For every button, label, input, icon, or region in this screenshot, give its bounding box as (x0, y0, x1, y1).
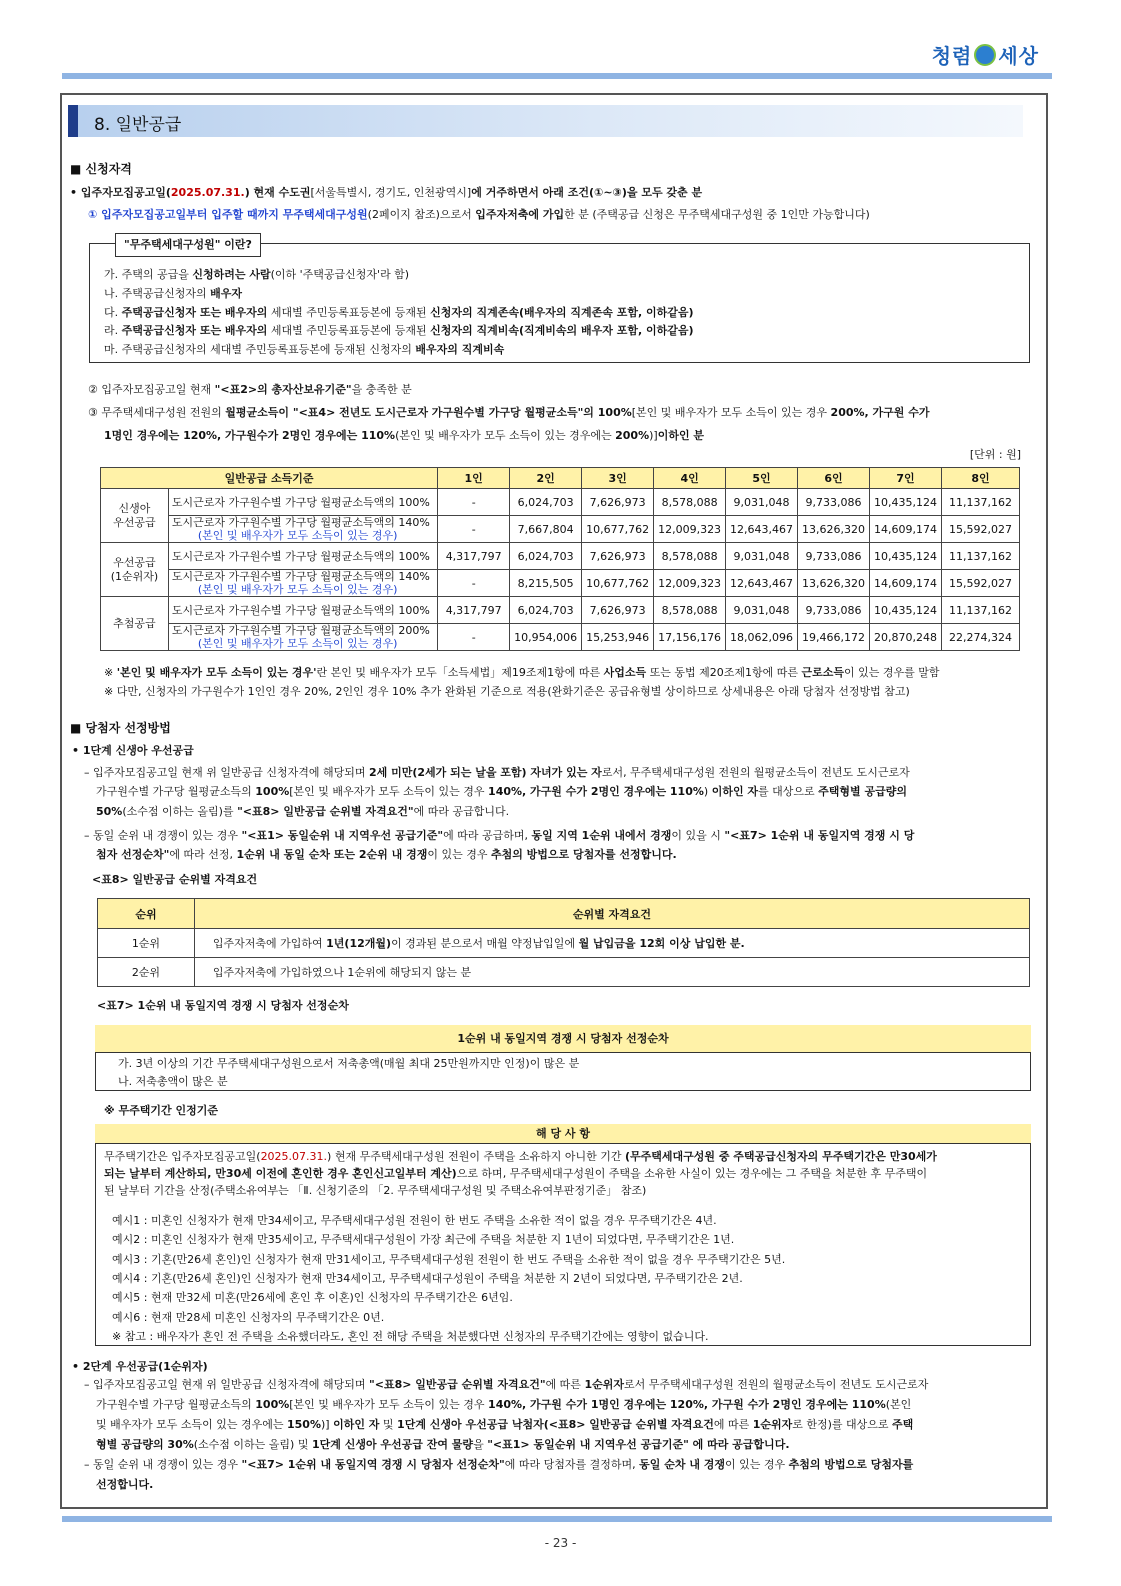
selection-heading: ■ 당첨자 선정방법 (70, 721, 171, 735)
income-value: 10,677,762 (582, 516, 654, 543)
income-row (101, 543, 1020, 570)
income-value: 11,137,162 (941, 597, 1019, 624)
income-value: 9,733,086 (798, 489, 870, 516)
income-value: 13,626,320 (798, 570, 870, 597)
income-value: 9,733,086 (798, 597, 870, 624)
t7-item-na: 나. 저축총액이 많은 분 (118, 1075, 228, 1088)
income-value: 15,592,027 (941, 570, 1019, 597)
table7-head: 1순위 내 동일지역 경쟁 시 당첨자 선정순차 (95, 1025, 1031, 1053)
def-ma: 마. 주택공급신청자의 세대별 주민등록표등본에 등재된 신청자의 배우자의 직계비속 (104, 343, 505, 356)
income-value: 6,024,703 (510, 597, 582, 624)
no-home-l2: 되는 날부터 계산하되, 만30세 이전에 혼인한 경우 혼인신고일부터 계산)으로 하며, 무주택세대구성원이 주택을 소유한 사실이 있는 경우에는 그 주택을 처분한 후 무주택이 (104, 1167, 928, 1180)
globe-icon (974, 44, 996, 66)
income-value: 11,137,162 (941, 543, 1019, 570)
income-header-cell: 5인 (726, 468, 798, 489)
income-header-cell: 7인 (870, 468, 942, 489)
example-item: 예시6 : 현재 만28세 미혼인 신청자의 무주택기간은 0년. (112, 1310, 385, 1324)
income-note-2: ※ 다만, 신청자의 가구원수가 1인인 경우 20%, 2인인 경우 10% 추가 완화된 기준으로 적용(완화기준은 공급유형별 상이하므로 상세내용은 아래 당첨자 선정방법 참고) (104, 685, 910, 698)
income-group-name: 신생아 우선공급 (101, 489, 169, 543)
income-value: 7,626,973 (582, 597, 654, 624)
t7-item-ga: 가. 3년 이상의 기간 무주택세대구성원으로서 저축총액(매월 최대 25만원까지만 인정)이 많은 분 (118, 1057, 580, 1070)
income-criterion: 도시근로자 가구원수별 가구당 월평균소득액의 140% (본인 및 배우자가 모두 소득이 있는 경우) (168, 570, 437, 597)
income-table (100, 467, 1020, 651)
table8-row (98, 929, 1030, 958)
logo (932, 40, 1039, 69)
page-number: - 23 - (544, 1536, 577, 1550)
stage1-p1-l2: 가구원수별 가구당 월평균소득의 100%[본인 및 배우자가 모두 소득이 있는 경우 140%, 가구원 수가 2명인 경우에는 110%) 이하인 자를 대상으로 주택형별 공급량의 (96, 785, 907, 798)
no-home-head: 해 당 사 항 (95, 1124, 1031, 1144)
stage1-title: • 1단계 신생아 우선공급 (72, 744, 194, 757)
def-ga: 가. 주택의 공급을 신청하려는 사람(이하 '주택공급신청자'라 함) (104, 268, 410, 281)
income-row (101, 489, 1020, 516)
income-header-cell: 1인 (438, 468, 510, 489)
example-item: 예시1 : 미혼인 신청자가 현재 만34세이고, 무주택세대구성원 전원이 한 번도 주택을 소유한 적이 없을 경우 무주택기간은 4년. (112, 1214, 717, 1227)
no-home-reference: ※ 참고 : 배우자가 혼인 전 주택을 소유했더라도, 혼인 전 해당 주택을 처분했다면 신청자의 무주택기간에는 영향이 없습니다. (112, 1330, 709, 1343)
income-value: 12,009,323 (654, 516, 726, 543)
income-value: 10,954,006 (510, 624, 582, 651)
income-note-1: ※ '본인 및 배우자가 모두 소득이 있는 경우'란 본인 및 배우자가 모두「소득세법」제19조제1항에 따른 사업소득 또는 동법 제20조제1항에 따른 근로소득이 있는 경우를 말함 (104, 666, 940, 679)
income-value: 7,626,973 (582, 489, 654, 516)
income-value: 14,609,174 (870, 516, 942, 543)
stage1-p1-l3: 50%(소수점 이하는 올림)를 "<표8> 일반공급 순위별 자격요건"에 따라 공급합니다. (96, 805, 510, 818)
bottom-divider (62, 1516, 1052, 1522)
condition-2: ② 입주자모집공고일 현재 "<표2>의 총자산보유기준"을 충족한 분 (88, 383, 412, 396)
no-home-l3: 된 날부터 기간을 산정(주택소유여부는 「Ⅱ. 신청기준의 「2. 무주택세대구성원 및 주택소유여부판정기준」 참조) (104, 1184, 647, 1197)
table8-caption: <표8> 일반공급 순위별 자격요건 (92, 873, 258, 886)
logo-text-right: 세상 (998, 44, 1039, 68)
income-value: 12,643,467 (726, 516, 798, 543)
unit-label: [단위 : 원] (969, 448, 1021, 461)
income-value: 9,031,048 (726, 489, 798, 516)
income-value: 9,733,086 (798, 543, 870, 570)
income-criterion: 도시근로자 가구원수별 가구당 월평균소득액의 100% (168, 543, 437, 570)
condition-3-line1: ③ 무주택세대구성원 전원의 월평균소득이 "<표4> 전년도 도시근로자 가구원수별 가구당 월평균소득"의 100%[본인 및 배우자가 모두 소득이 있는 경우 200%, 가구원 수가 (88, 406, 930, 419)
income-value: - (438, 570, 510, 597)
example-item: 예시5 : 현재 만32세 미혼(만26세에 혼인 후 이혼)인 신청자의 무주택기간은 6년임. (112, 1291, 513, 1305)
income-value: 10,677,762 (582, 570, 654, 597)
eligibility-bullet: • 입주자모집공고일(2025.07.31.) 현재 수도권[서울특별시, 경기도, 인천광역시]에 거주하면서 아래 조건(①~③)을 모두 갖춘 분 (70, 186, 703, 199)
logo-text-left: 청렴 (931, 44, 973, 68)
income-value: - (438, 624, 510, 651)
stage1-p2-l2: 첨자 선정순차"에 따라 선정, 1순위 내 동일 순차 또는 2순위 내 경쟁이 있는 경우 추첨의 방법으로 당첨자를 선정합니다. (96, 848, 677, 861)
stage2-l3: 및 배우자가 모두 소득이 있는 경우에는 150%)] 이하인 자 및 1단계 신생아 우선공급 낙첨자(<표8> 일반공급 순위별 자격요건에 따른 1순위자로 한정)를 대상으로 주택 (96, 1418, 914, 1431)
income-value: 12,009,323 (654, 570, 726, 597)
stage1-p2-l1: – 동일 순위 내 경쟁이 있는 경우 "<표1> 동일순위 내 지역우선 공급기준"에 따라 공급하며, 동일 지역 1순위 내에서 경쟁이 있을 시 "<표7> 1순위 내 동일지역 경쟁 시 당 (84, 829, 915, 842)
condition-3-line2: 1명인 경우에는 120%, 가구원수가 2명인 경우에는 110%(본인 및 배우자가 모두 소득이 있는 경우에는 200%)]이하인 분 (104, 429, 705, 442)
income-header-cell: 일반공급 소득기준 (101, 468, 438, 489)
income-row (101, 570, 1020, 597)
income-value: - (438, 516, 510, 543)
stage2-l2: 가구원수별 가구당 월평균소득의 100%[본인 및 배우자가 모두 소득이 있는 경우 140%, 가구원 수가 1명인 경우에는 120%, 가구원 수가 2명인 경우에는 110%(본인 (96, 1398, 912, 1411)
t8-requirement: 입주자저축에 가입하여 1년(12개월)이 경과된 분으로서 매월 약정납입일에 월 납입금을 12회 이상 납입한 분. (194, 929, 1029, 958)
income-value: 4,317,797 (438, 597, 510, 624)
t8-rank: 2순위 (98, 958, 195, 987)
income-header-cell: 8인 (941, 468, 1019, 489)
income-group-name: 우선공급 (1순위자) (101, 543, 169, 597)
income-value: 11,137,162 (941, 489, 1019, 516)
income-value: 7,626,973 (582, 543, 654, 570)
income-row (101, 624, 1020, 651)
income-value: - (438, 489, 510, 516)
income-value: 8,215,505 (510, 570, 582, 597)
income-value: 8,578,088 (654, 489, 726, 516)
income-value: 6,024,703 (510, 489, 582, 516)
income-value: 10,435,124 (870, 597, 942, 624)
t8-requirement: 입주자저축에 가입하였으나 1순위에 해당되지 않는 분 (194, 958, 1029, 987)
def-da: 다. 주택공급신청자 또는 배우자의 세대별 주민등록표등본에 등재된 신청자의 직계존속(배우자의 직계존속 포함, 이하같음) (104, 306, 694, 319)
income-value: 15,253,946 (582, 624, 654, 651)
income-value: 15,592,027 (941, 516, 1019, 543)
income-value: 18,062,096 (726, 624, 798, 651)
table8-row (98, 958, 1030, 987)
no-home-l1: 무주택기간은 입주자모집공고일(2025.07.31.) 현재 무주택세대구성원 전원이 주택을 소유하지 아니한 기간 (무주택세대구성원 중 주택공급신청자의 무주택기간은 만30세가 (104, 1150, 937, 1163)
income-header-cell: 6인 (798, 468, 870, 489)
table7-caption: <표7> 1순위 내 동일지역 경쟁 시 당첨자 선정순차 (97, 999, 349, 1012)
income-value: 7,667,804 (510, 516, 582, 543)
income-value: 20,870,248 (870, 624, 942, 651)
income-header-cell: 4인 (654, 468, 726, 489)
income-value: 19,466,172 (798, 624, 870, 651)
stage2-title: • 2단계 우선공급(1순위자) (72, 1360, 208, 1373)
definition-title: "무주택세대구성원" 이란? (115, 233, 261, 257)
stage2-l6: 선정합니다. (96, 1478, 154, 1491)
example-item: 예시3 : 기혼(만26세 혼인)인 신청자가 현재 만31세이고, 무주택세대구성원 전원이 한 번도 주택을 소유한 적이 없을 경우 무주택기간은 5년. (112, 1252, 786, 1266)
def-ra: 라. 주택공급신청자 또는 배우자의 세대별 주민등록표등본에 등재된 신청자의 직계비속(직계비속의 배우자 포함, 이하같음) (104, 324, 694, 337)
income-value: 13,626,320 (798, 516, 870, 543)
t8-header-req: 순위별 자격요건 (194, 899, 1029, 929)
table8 (97, 898, 1030, 987)
income-value: 12,643,467 (726, 570, 798, 597)
income-value: 10,435,124 (870, 489, 942, 516)
income-value: 4,317,797 (438, 543, 510, 570)
condition-1: ① 입주자모집공고일부터 입주할 때까지 무주택세대구성원(2페이지 참조)으로서 입주자저축에 가입한 분 (주택공급 신청은 무주택세대구성원 중 1인만 가능합니다) (88, 208, 870, 221)
example-item: 예시4 : 기혼(만26세 혼인)인 신청자가 현재 만34세이고, 무주택세대구성원이 주택을 처분한 지 2년이 되었다면, 무주택기간은 2년. (112, 1271, 743, 1285)
stage2-l5: – 동일 순위 내 경쟁이 있는 경우 "<표7> 1순위 내 동일지역 경쟁 시 당첨자 선정순차"에 따라 당첨자를 결정하며, 동일 순차 내 경쟁이 있는 경우 추첨의 방법으로 당첨자를 (84, 1458, 914, 1471)
income-value: 17,156,176 (654, 624, 726, 651)
income-row (101, 516, 1020, 543)
stage1-p1-l1: – 입주자모집공고일 현재 위 일반공급 신청자격에 해당되며 2세 미만(2세가 되는 날을 포함) 자녀가 있는 자로서, 무주택세대구성원 전원의 월평균소득이 전년도 도시근로자 (84, 766, 910, 779)
no-home-caption: ※ 무주택기간 인정기준 (104, 1104, 218, 1117)
def-na: 나. 주택공급신청자의 배우자 (104, 287, 243, 300)
income-value: 6,024,703 (510, 543, 582, 570)
income-row (101, 597, 1020, 624)
income-value: 9,031,048 (726, 543, 798, 570)
income-value: 14,609,174 (870, 570, 942, 597)
example-item: 예시2 : 미혼인 신청자가 현재 만35세이고, 무주택세대구성원이 가장 최근에 주택을 처분한 지 1년이 되었다면, 무주택기간은 1년. (112, 1233, 735, 1247)
income-value: 8,578,088 (654, 543, 726, 570)
t8-rank: 1순위 (98, 929, 195, 958)
stage2-l4: 형별 공급량의 30%(소수점 이하는 올림) 및 1단계 신생아 우선공급 잔여 물량을 "<표1> 동일순위 내 지역우선 공급기준" 에 따라 공급합니다. (96, 1438, 790, 1451)
top-divider (62, 73, 1052, 79)
income-criterion: 도시근로자 가구원수별 가구당 월평균소득액의 200% (본인 및 배우자가 모두 소득이 있는 경우) (168, 624, 437, 651)
t8-header-rank: 순위 (98, 899, 195, 929)
section-title: 8. 일반공급 (94, 115, 182, 135)
income-value: 8,578,088 (654, 597, 726, 624)
income-header-cell: 3인 (582, 468, 654, 489)
income-group-name: 추첨공급 (101, 597, 169, 651)
stage2-l1: – 입주자모집공고일 현재 위 일반공급 신청자격에 해당되며 "<표8> 일반공급 순위별 자격요건"에 따른 1순위자로서 무주택세대구성원 전원의 월평균소득이 전년도 도시근로자 (84, 1378, 929, 1391)
income-criterion: 도시근로자 가구원수별 가구당 월평균소득액의 100% (168, 489, 437, 516)
income-value: 9,031,048 (726, 597, 798, 624)
income-criterion: 도시근로자 가구원수별 가구당 월평균소득액의 100% (168, 597, 437, 624)
section-header (68, 105, 1023, 137)
income-value: 10,435,124 (870, 543, 942, 570)
income-value: 22,274,324 (941, 624, 1019, 651)
income-criterion: 도시근로자 가구원수별 가구당 월평균소득액의 140% (본인 및 배우자가 모두 소득이 있는 경우) (168, 516, 437, 543)
eligibility-heading: ■ 신청자격 (70, 162, 132, 176)
income-header-cell: 2인 (510, 468, 582, 489)
